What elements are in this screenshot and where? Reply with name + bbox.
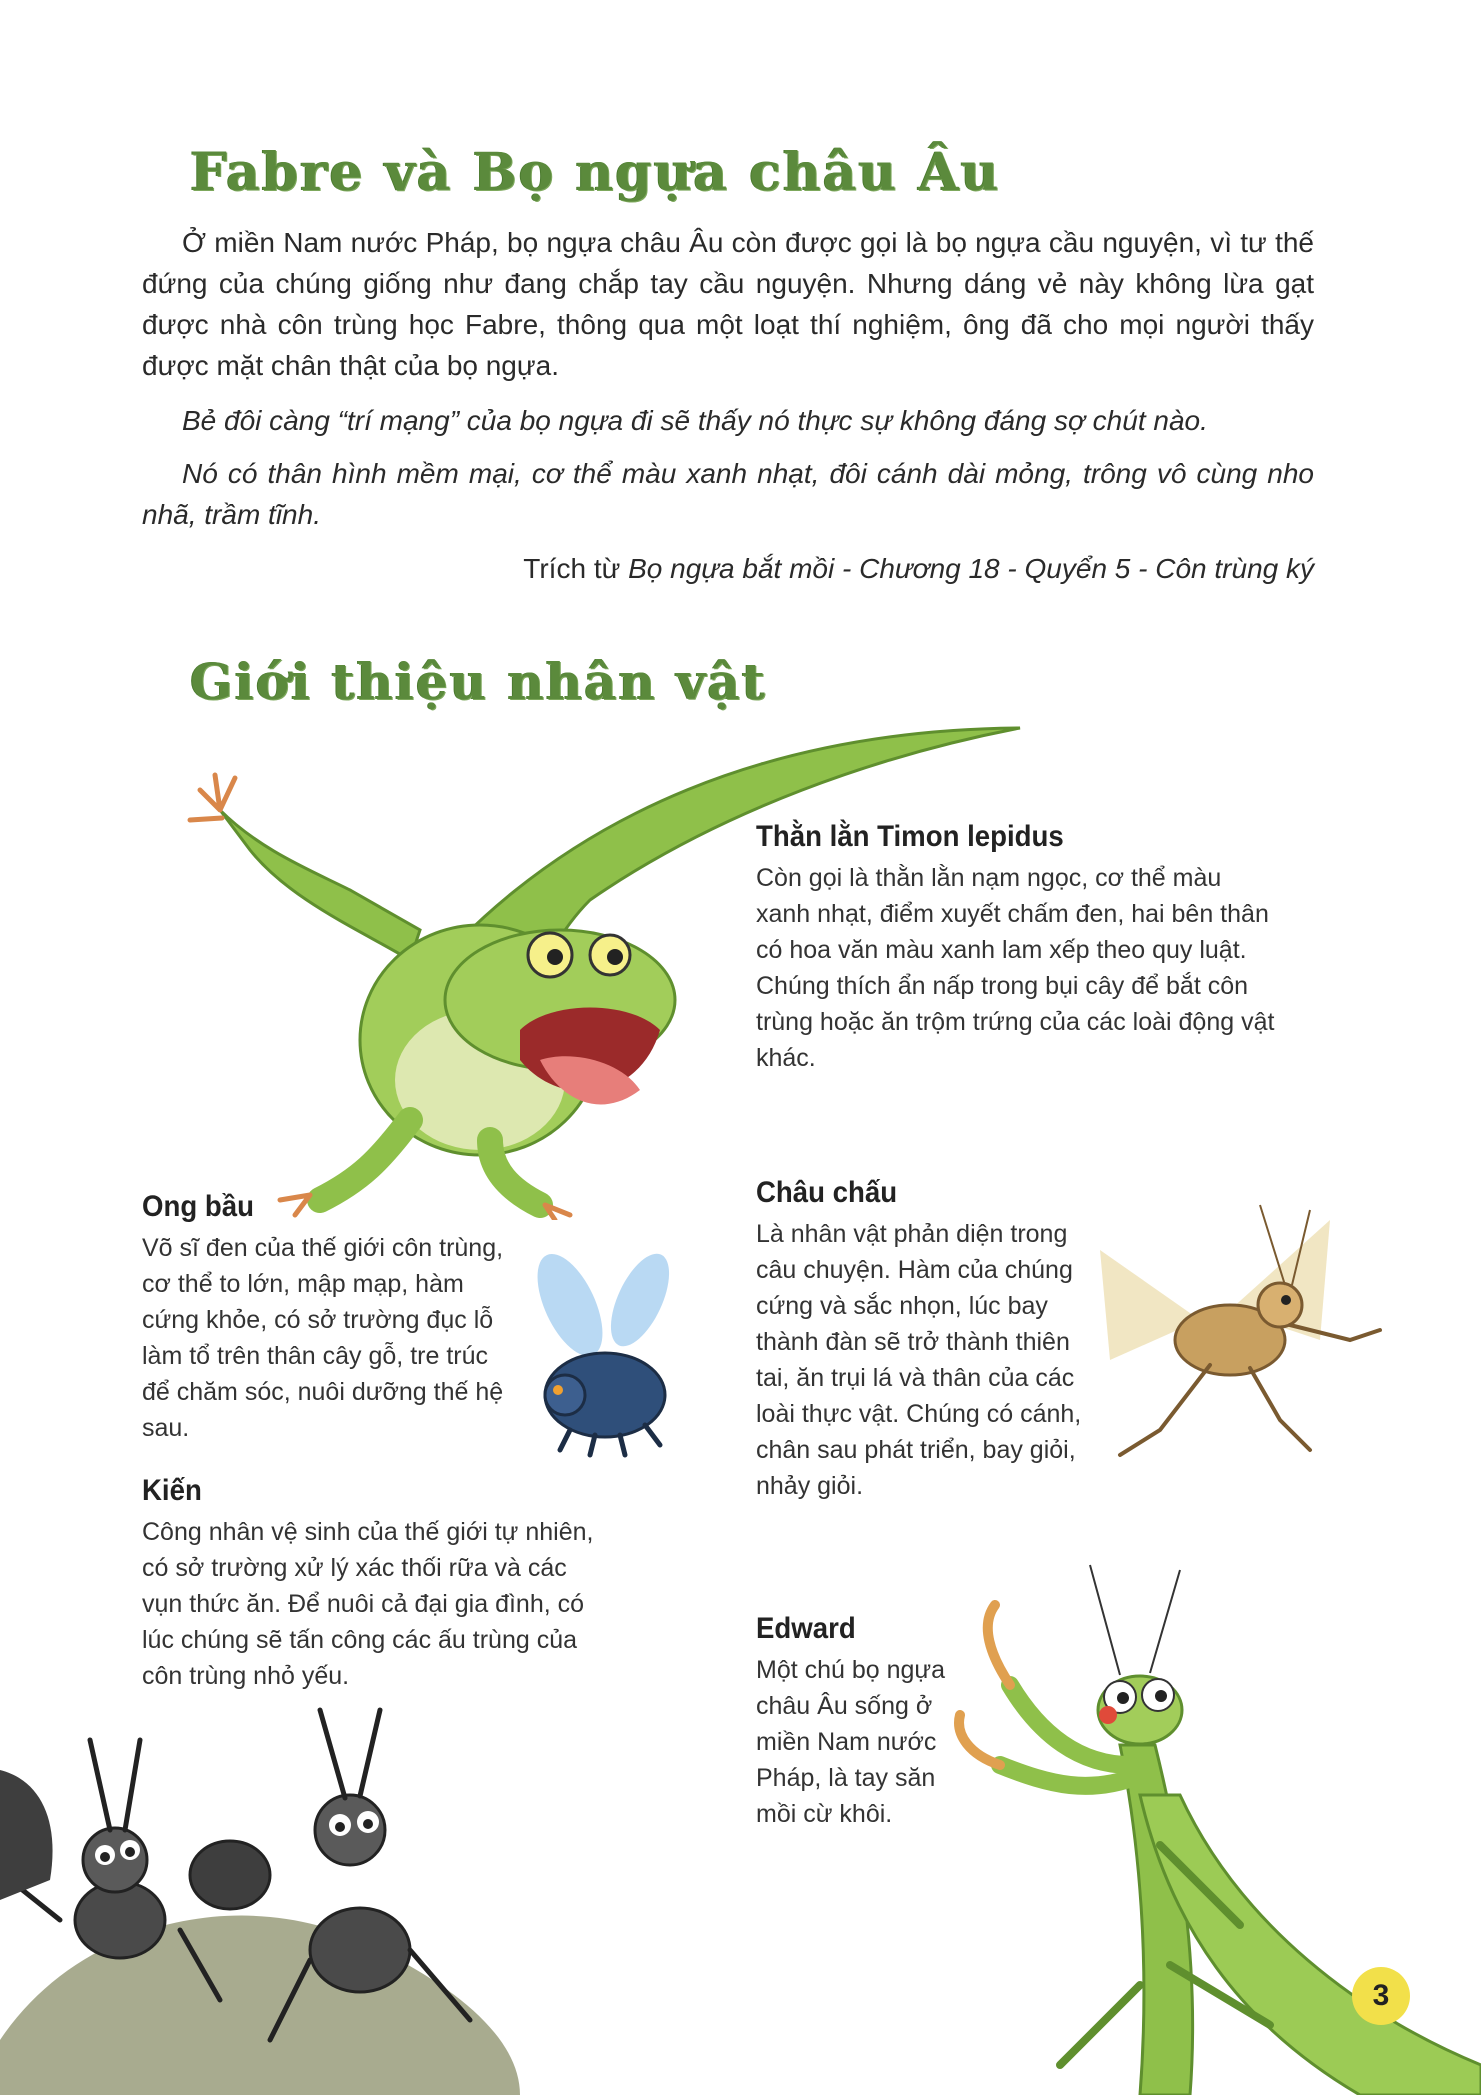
- page-number-badge: 3: [1352, 1967, 1410, 2025]
- character-name: Kiến: [142, 1474, 202, 1507]
- intro-quote-1: Bẻ đôi càng “trí mạng” của bọ ngựa đi sẽ thấy nó thực sự không đáng sợ chút nào.: [182, 405, 1208, 436]
- character-name: Edward: [756, 1612, 856, 1645]
- character-description: Là nhân vật phản diện trong câu chuyện. Hàm của chúng cứng và sắc nhọn, lúc bay thành đàn sẽ trở thành thiên tai, ăn trụi lá và thân của các loài thực vật. Chúng có cánh, chân sau phát triển, bay giỏi, nhảy giỏi.: [756, 1220, 1082, 1500]
- character-lizard: [756, 820, 1276, 1076]
- character-description: Võ sĩ đen của thế giới côn trùng, cơ thể to lớn, mập mạp, hàm cứng khỏe, có sở trường đục lỗ làm tổ trên thân cây gỗ, tre trúc để chăm sóc, nuôi dưỡng thế hệ sau.: [142, 1234, 504, 1442]
- section-title-fabre: Fabre và Bọ ngựa châu Âu: [190, 142, 1001, 203]
- citation: [523, 548, 1314, 589]
- character-edward: [756, 1612, 971, 1832]
- carpenter-bee-illustration: [510, 1245, 695, 1460]
- ants-illustration: [0, 1620, 520, 2095]
- character-description: Còn gọi là thằn lằn nạm ngọc, cơ thể màu xanh nhạt, điểm xuyết chấm đen, hai bên thân có hoa văn màu xanh lam xếp theo quy luật. Chúng thích ẩn nấp trong bụi cây để bắt côn trùng hoặc ăn trộm trứng của các loài động vật khác.: [756, 864, 1275, 1072]
- citation-source: Bọ ngựa bắt mồi - Chương 18 - Quyển 5 - Côn trùng ký: [628, 553, 1314, 584]
- character-locust: [756, 1176, 1096, 1504]
- intro-quote-2: Nó có thân hình mềm mại, cơ thể màu xanh nhạt, đôi cánh dài mỏng, trông vô cùng nho nhã, trầm tĩnh.: [142, 458, 1314, 530]
- character-name: Ong bầu: [142, 1190, 254, 1223]
- character-carpenter-bee: [142, 1190, 512, 1446]
- section-title-characters: Giới thiệu nhân vật: [190, 652, 767, 711]
- character-description: Một chú bọ ngựa châu Âu sống ở miền Nam nước Pháp, là tay săn mồi cừ khôi.: [756, 1656, 946, 1828]
- character-name: Thằn lằn Timon lepidus: [756, 820, 1064, 853]
- citation-prefix: Trích từ: [523, 553, 629, 584]
- locust-illustration: [1080, 1190, 1390, 1470]
- intro-paragraph: Ở miền Nam nước Pháp, bọ ngựa châu Âu còn được gọi là bọ ngựa cầu nguyện, vì tư thế đứng của chúng giống như đang chắp tay cầu nguyện. Nhưng dáng vẻ này không lừa gạt được nhà côn trùng học Fabre, thông qua một loạt thí nghiệm, ông đã cho mọi người thấy được mặt chân thật của bọ ngựa.: [142, 227, 1314, 381]
- character-description: Công nhân vệ sinh của thế giới tự nhiên, có sở trường xử lý xác thối rữa và các vụn thức ăn. Để nuôi cả đại gia đình, có lúc chúng sẽ tấn công các ấu trùng của côn trùng nhỏ yếu.: [142, 1518, 594, 1690]
- character-name: Châu chấu: [756, 1176, 898, 1209]
